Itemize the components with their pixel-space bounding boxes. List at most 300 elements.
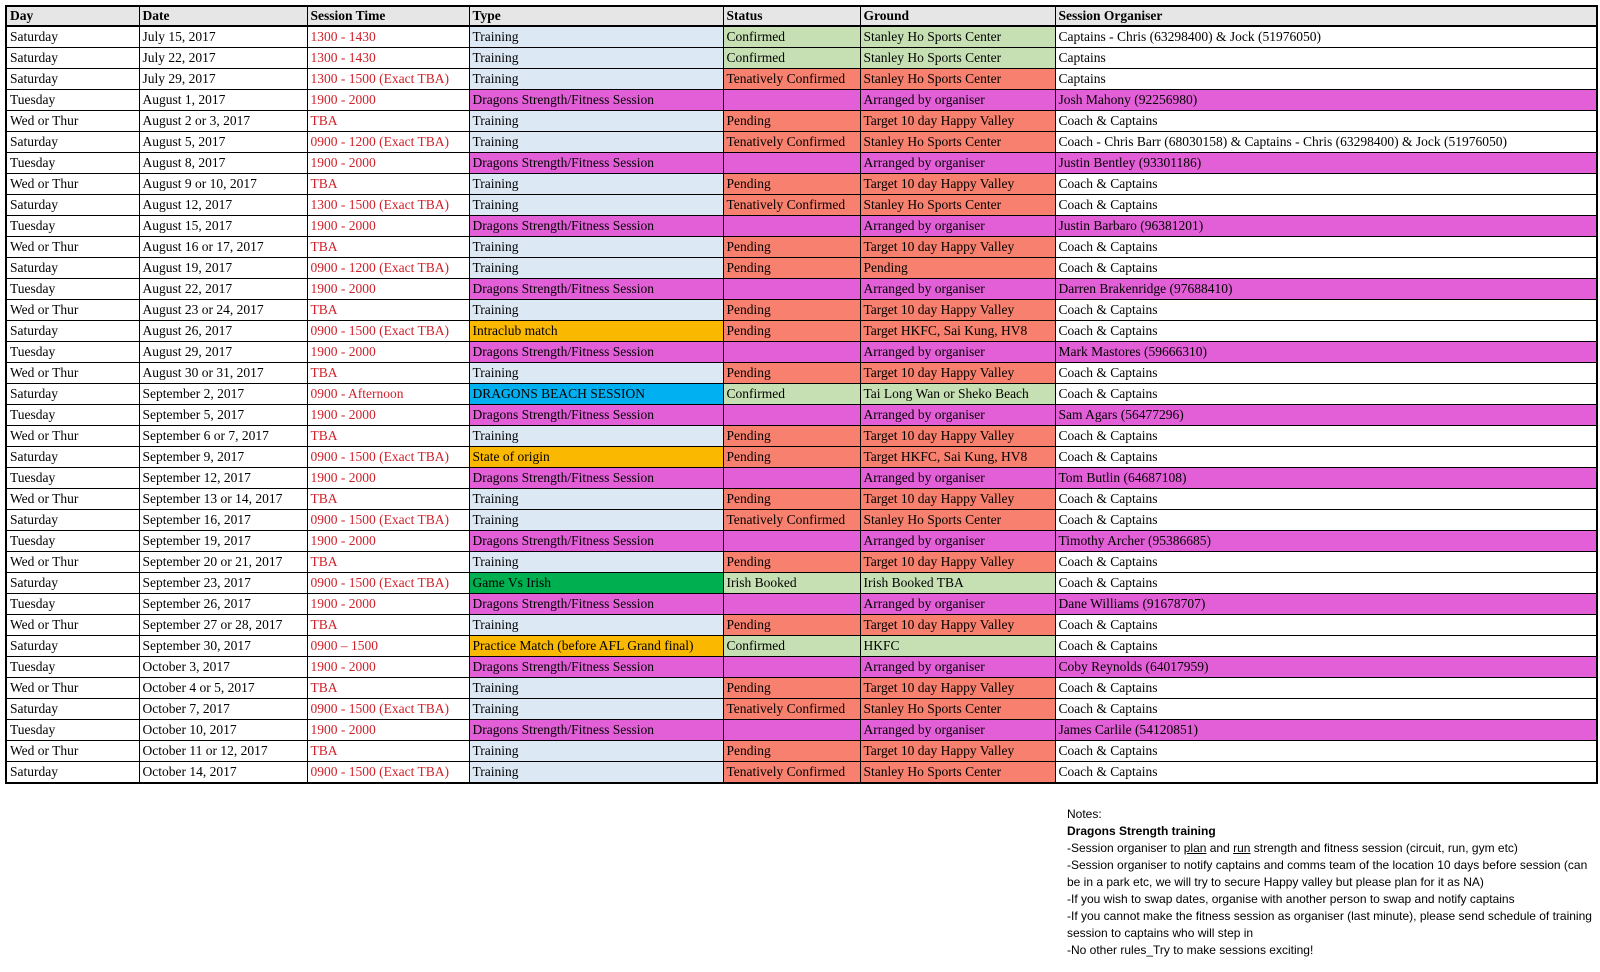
cell-date: August 29, 2017 [139, 342, 307, 363]
header-ground: Ground [860, 6, 1055, 26]
cell-type: Training [469, 132, 723, 153]
cell-day: Tuesday [6, 405, 139, 426]
cell-organiser: Coach & Captains [1055, 552, 1597, 573]
cell-date: August 12, 2017 [139, 195, 307, 216]
cell-session-time: TBA [307, 363, 469, 384]
cell-date: August 22, 2017 [139, 279, 307, 300]
cell-date: August 16 or 17, 2017 [139, 237, 307, 258]
cell-type: Game Vs Irish [469, 573, 723, 594]
cell-session-time: TBA [307, 174, 469, 195]
cell-session-time: TBA [307, 489, 469, 510]
cell-session-time: TBA [307, 552, 469, 573]
notes-line-2: -Session organiser to notify captains and comms team of the location 10 days before session (can be in a park etc, we will try to secure Happy valley but please plan for it as NA) [1067, 858, 1588, 889]
cell-session-time: TBA [307, 300, 469, 321]
table-row [6, 300, 1597, 321]
cell-ground: Stanley Ho Sports Center [860, 26, 1055, 48]
cell-status: Confirmed [723, 48, 860, 69]
cell-type: Training [469, 237, 723, 258]
header-day: Day [6, 6, 139, 26]
cell-status: Pending [723, 111, 860, 132]
cell-organiser: Coach & Captains [1055, 573, 1597, 594]
notes-line-1-and: and [1206, 841, 1234, 855]
cell-status: Tenatively Confirmed [723, 195, 860, 216]
cell-organiser: Coach & Captains [1055, 615, 1597, 636]
cell-status: Pending [723, 321, 860, 342]
cell-ground: Arranged by organiser [860, 405, 1055, 426]
cell-type: Training [469, 258, 723, 279]
table-row [6, 678, 1597, 699]
cell-organiser: Coach & Captains [1055, 762, 1597, 784]
cell-organiser: Tom Butlin (64687108) [1055, 468, 1597, 489]
cell-organiser: Captains [1055, 69, 1597, 90]
cell-type: Dragons Strength/Fitness Session [469, 342, 723, 363]
cell-day: Tuesday [6, 90, 139, 111]
cell-status [723, 405, 860, 426]
cell-type: Training [469, 26, 723, 48]
table-row [6, 111, 1597, 132]
cell-type: Dragons Strength/Fitness Session [469, 531, 723, 552]
cell-status [723, 531, 860, 552]
cell-day: Wed or Thur [6, 426, 139, 447]
cell-ground: Stanley Ho Sports Center [860, 699, 1055, 720]
cell-session-time: 1900 - 2000 [307, 279, 469, 300]
cell-organiser: Coach & Captains [1055, 489, 1597, 510]
cell-status: Tenatively Confirmed [723, 510, 860, 531]
cell-ground: Arranged by organiser [860, 657, 1055, 678]
cell-date: July 22, 2017 [139, 48, 307, 69]
cell-day: Saturday [6, 132, 139, 153]
cell-status: Pending [723, 741, 860, 762]
cell-status: Pending [723, 300, 860, 321]
cell-date: September 5, 2017 [139, 405, 307, 426]
cell-day: Wed or Thur [6, 552, 139, 573]
cell-session-time: TBA [307, 426, 469, 447]
cell-organiser: Coby Reynolds (64017959) [1055, 657, 1597, 678]
cell-session-time: 1900 - 2000 [307, 531, 469, 552]
table-row [6, 489, 1597, 510]
cell-type: Training [469, 111, 723, 132]
cell-status: Pending [723, 552, 860, 573]
cell-type: Training [469, 678, 723, 699]
cell-day: Wed or Thur [6, 237, 139, 258]
notes-line-1-pre: -Session organiser to [1067, 841, 1184, 855]
cell-ground: Arranged by organiser [860, 594, 1055, 615]
cell-type: Training [469, 615, 723, 636]
cell-session-time: TBA [307, 678, 469, 699]
cell-type: Dragons Strength/Fitness Session [469, 279, 723, 300]
cell-date: September 27 or 28, 2017 [139, 615, 307, 636]
cell-status [723, 90, 860, 111]
cell-ground: Stanley Ho Sports Center [860, 195, 1055, 216]
cell-organiser: Coach & Captains [1055, 237, 1597, 258]
cell-day: Saturday [6, 321, 139, 342]
table-row [6, 426, 1597, 447]
cell-date: October 3, 2017 [139, 657, 307, 678]
table-row [6, 657, 1597, 678]
cell-day: Saturday [6, 510, 139, 531]
notes-line-3: -If you wish to swap dates, organise with another person to swap and notify captains [1067, 892, 1515, 906]
cell-session-time: 0900 - 1500 (Exact TBA) [307, 573, 469, 594]
header-date: Date [139, 6, 307, 26]
cell-type: Dragons Strength/Fitness Session [469, 468, 723, 489]
cell-status: Tenatively Confirmed [723, 69, 860, 90]
table-row [6, 447, 1597, 468]
cell-organiser: Justin Bentley (93301186) [1055, 153, 1597, 174]
cell-date: August 19, 2017 [139, 258, 307, 279]
cell-day: Wed or Thur [6, 615, 139, 636]
cell-ground: Tai Long Wan or Sheko Beach [860, 384, 1055, 405]
cell-ground: Irish Booked TBA [860, 573, 1055, 594]
cell-day: Tuesday [6, 531, 139, 552]
cell-session-time: 1300 - 1430 [307, 26, 469, 48]
cell-ground: Pending [860, 258, 1055, 279]
cell-session-time: 1900 - 2000 [307, 468, 469, 489]
header-status: Status [723, 6, 860, 26]
cell-date: August 2 or 3, 2017 [139, 111, 307, 132]
cell-type: Training [469, 489, 723, 510]
table-row [6, 363, 1597, 384]
cell-type: Training [469, 69, 723, 90]
cell-date: August 5, 2017 [139, 132, 307, 153]
table-row [6, 258, 1597, 279]
notes-line-4: -If you cannot make the fitness session as organiser (last minute), please send schedule of training session to captains who will step in [1067, 909, 1592, 940]
cell-status [723, 342, 860, 363]
cell-date: September 12, 2017 [139, 468, 307, 489]
cell-date: September 30, 2017 [139, 636, 307, 657]
cell-organiser: Sam Agars (56477296) [1055, 405, 1597, 426]
cell-organiser: Coach & Captains [1055, 300, 1597, 321]
cell-type: Training [469, 510, 723, 531]
cell-session-time: TBA [307, 111, 469, 132]
cell-organiser: Captains [1055, 48, 1597, 69]
cell-organiser: Coach & Captains [1055, 384, 1597, 405]
notes-line-1 [1067, 840, 1597, 857]
cell-status [723, 468, 860, 489]
table-row [6, 48, 1597, 69]
notes-section [1067, 806, 1597, 959]
notes-heading: Notes: [1067, 807, 1102, 821]
table-row [6, 216, 1597, 237]
cell-ground: Target 10 day Happy Valley [860, 552, 1055, 573]
cell-organiser: James Carlile (54120851) [1055, 720, 1597, 741]
cell-organiser: Timothy Archer (95386685) [1055, 531, 1597, 552]
cell-session-time: 0900 - 1500 (Exact TBA) [307, 699, 469, 720]
table-row [6, 153, 1597, 174]
cell-status: Pending [723, 678, 860, 699]
cell-session-time: 1300 - 1430 [307, 48, 469, 69]
cell-type: State of origin [469, 447, 723, 468]
cell-session-time: 0900 - 1200 (Exact TBA) [307, 132, 469, 153]
cell-session-time: TBA [307, 237, 469, 258]
cell-organiser: Coach & Captains [1055, 510, 1597, 531]
cell-status: Confirmed [723, 384, 860, 405]
schedule-header [6, 6, 1597, 26]
cell-day: Wed or Thur [6, 741, 139, 762]
cell-type: Dragons Strength/Fitness Session [469, 90, 723, 111]
table-row [6, 174, 1597, 195]
cell-session-time: 1900 - 2000 [307, 342, 469, 363]
cell-day: Saturday [6, 195, 139, 216]
cell-ground: Arranged by organiser [860, 279, 1055, 300]
cell-type: Training [469, 300, 723, 321]
cell-organiser: Coach & Captains [1055, 699, 1597, 720]
cell-status: Confirmed [723, 636, 860, 657]
cell-day: Wed or Thur [6, 678, 139, 699]
cell-day: Tuesday [6, 216, 139, 237]
table-row [6, 531, 1597, 552]
cell-organiser: Darren Brakenridge (97688410) [1055, 279, 1597, 300]
cell-ground: Arranged by organiser [860, 90, 1055, 111]
cell-day: Wed or Thur [6, 363, 139, 384]
cell-ground: Arranged by organiser [860, 216, 1055, 237]
cell-organiser: Coach & Captains [1055, 321, 1597, 342]
cell-day: Tuesday [6, 657, 139, 678]
notes-line-1-plan: plan [1183, 841, 1207, 855]
cell-status: Pending [723, 489, 860, 510]
table-row [6, 762, 1597, 784]
cell-day: Saturday [6, 573, 139, 594]
notes-line-1-run: run [1233, 841, 1251, 855]
cell-session-time: 1900 - 2000 [307, 657, 469, 678]
cell-organiser: Justin Barbaro (96381201) [1055, 216, 1597, 237]
cell-organiser: Coach & Captains [1055, 741, 1597, 762]
cell-status [723, 153, 860, 174]
cell-date: July 15, 2017 [139, 26, 307, 48]
cell-day: Saturday [6, 762, 139, 784]
cell-date: August 30 or 31, 2017 [139, 363, 307, 384]
cell-date: August 26, 2017 [139, 321, 307, 342]
cell-day: Wed or Thur [6, 174, 139, 195]
cell-date: September 23, 2017 [139, 573, 307, 594]
cell-session-time: 1300 - 1500 (Exact TBA) [307, 69, 469, 90]
cell-date: August 1, 2017 [139, 90, 307, 111]
cell-organiser: Coach & Captains [1055, 111, 1597, 132]
cell-status: Tenatively Confirmed [723, 699, 860, 720]
cell-type: Training [469, 699, 723, 720]
cell-status [723, 657, 860, 678]
table-row [6, 552, 1597, 573]
cell-day: Saturday [6, 447, 139, 468]
cell-day: Saturday [6, 48, 139, 69]
cell-session-time: 0900 - Afternoon [307, 384, 469, 405]
cell-type: Training [469, 174, 723, 195]
cell-status: Pending [723, 258, 860, 279]
cell-status: Tenatively Confirmed [723, 132, 860, 153]
cell-organiser: Coach & Captains [1055, 636, 1597, 657]
cell-ground: Arranged by organiser [860, 720, 1055, 741]
cell-ground: Target 10 day Happy Valley [860, 678, 1055, 699]
cell-day: Wed or Thur [6, 111, 139, 132]
cell-session-time: 1900 - 2000 [307, 153, 469, 174]
cell-date: September 9, 2017 [139, 447, 307, 468]
cell-session-time: 1900 - 2000 [307, 720, 469, 741]
cell-type: Training [469, 762, 723, 784]
cell-date: September 16, 2017 [139, 510, 307, 531]
cell-organiser: Mark Mastores (59666310) [1055, 342, 1597, 363]
cell-session-time: 1900 - 2000 [307, 216, 469, 237]
cell-ground: Stanley Ho Sports Center [860, 69, 1055, 90]
cell-status: Pending [723, 447, 860, 468]
cell-day: Tuesday [6, 720, 139, 741]
schedule-body [6, 26, 1597, 783]
cell-ground: Target HKFC, Sai Kung, HV8 [860, 321, 1055, 342]
cell-ground: Stanley Ho Sports Center [860, 510, 1055, 531]
cell-day: Wed or Thur [6, 489, 139, 510]
cell-organiser: Coach & Captains [1055, 426, 1597, 447]
cell-day: Saturday [6, 699, 139, 720]
cell-type: Dragons Strength/Fitness Session [469, 216, 723, 237]
cell-session-time: 1900 - 2000 [307, 90, 469, 111]
cell-day: Tuesday [6, 594, 139, 615]
cell-type: Practice Match (before AFL Grand final) [469, 636, 723, 657]
cell-day: Saturday [6, 26, 139, 48]
cell-ground: Stanley Ho Sports Center [860, 132, 1055, 153]
cell-type: Dragons Strength/Fitness Session [469, 720, 723, 741]
cell-organiser: Coach & Captains [1055, 258, 1597, 279]
table-row [6, 720, 1597, 741]
cell-date: October 10, 2017 [139, 720, 307, 741]
cell-ground: Stanley Ho Sports Center [860, 48, 1055, 69]
cell-ground: Target 10 day Happy Valley [860, 615, 1055, 636]
cell-ground: Target 10 day Happy Valley [860, 174, 1055, 195]
header-type: Type [469, 6, 723, 26]
cell-ground: Arranged by organiser [860, 342, 1055, 363]
cell-day: Wed or Thur [6, 300, 139, 321]
cell-session-time: 0900 - 1500 (Exact TBA) [307, 510, 469, 531]
cell-date: September 19, 2017 [139, 531, 307, 552]
cell-date: August 23 or 24, 2017 [139, 300, 307, 321]
cell-date: August 8, 2017 [139, 153, 307, 174]
cell-organiser: Coach & Captains [1055, 447, 1597, 468]
cell-type: Training [469, 195, 723, 216]
cell-date: September 26, 2017 [139, 594, 307, 615]
table-row [6, 90, 1597, 111]
cell-status [723, 720, 860, 741]
cell-ground: Target 10 day Happy Valley [860, 426, 1055, 447]
cell-date: August 15, 2017 [139, 216, 307, 237]
cell-type: Dragons Strength/Fitness Session [469, 657, 723, 678]
cell-date: October 4 or 5, 2017 [139, 678, 307, 699]
cell-ground: Arranged by organiser [860, 531, 1055, 552]
cell-type: Training [469, 363, 723, 384]
cell-type: Intraclub match [469, 321, 723, 342]
cell-ground: Stanley Ho Sports Center [860, 762, 1055, 784]
table-row [6, 69, 1597, 90]
cell-ground: Target 10 day Happy Valley [860, 111, 1055, 132]
cell-status: Tenatively Confirmed [723, 762, 860, 784]
cell-organiser: Josh Mahony (92256980) [1055, 90, 1597, 111]
table-row [6, 195, 1597, 216]
cell-organiser: Coach & Captains [1055, 174, 1597, 195]
table-row [6, 237, 1597, 258]
notes-line-1-post: strength and fitness session (circuit, run, gym etc) [1250, 841, 1518, 855]
cell-session-time: 0900 – 1500 [307, 636, 469, 657]
table-row [6, 405, 1597, 426]
table-row [6, 132, 1597, 153]
cell-session-time: 1900 - 2000 [307, 594, 469, 615]
cell-type: Training [469, 426, 723, 447]
cell-session-time: 0900 - 1500 (Exact TBA) [307, 321, 469, 342]
cell-organiser: Coach & Captains [1055, 678, 1597, 699]
table-row [6, 384, 1597, 405]
table-row [6, 321, 1597, 342]
cell-session-time: 0900 - 1500 (Exact TBA) [307, 447, 469, 468]
cell-date: October 7, 2017 [139, 699, 307, 720]
cell-status: Pending [723, 174, 860, 195]
cell-ground: HKFC [860, 636, 1055, 657]
cell-ground: Arranged by organiser [860, 468, 1055, 489]
table-row [6, 741, 1597, 762]
cell-ground: Target 10 day Happy Valley [860, 741, 1055, 762]
cell-status: Pending [723, 237, 860, 258]
cell-date: September 2, 2017 [139, 384, 307, 405]
cell-day: Tuesday [6, 468, 139, 489]
cell-ground: Target 10 day Happy Valley [860, 300, 1055, 321]
cell-date: October 11 or 12, 2017 [139, 741, 307, 762]
cell-type: Dragons Strength/Fitness Session [469, 153, 723, 174]
cell-day: Saturday [6, 258, 139, 279]
cell-status: Irish Booked [723, 573, 860, 594]
cell-day: Tuesday [6, 279, 139, 300]
cell-status: Confirmed [723, 26, 860, 48]
cell-date: October 14, 2017 [139, 762, 307, 784]
cell-status [723, 216, 860, 237]
header-session-time: Session Time [307, 6, 469, 26]
cell-ground: Target 10 day Happy Valley [860, 237, 1055, 258]
header-row [6, 6, 1597, 26]
cell-date: September 20 or 21, 2017 [139, 552, 307, 573]
cell-status [723, 594, 860, 615]
cell-session-time: 0900 - 1200 (Exact TBA) [307, 258, 469, 279]
cell-type: Training [469, 48, 723, 69]
cell-session-time: 1300 - 1500 (Exact TBA) [307, 195, 469, 216]
header-session-organiser: Session Organiser [1055, 6, 1597, 26]
cell-status: Pending [723, 363, 860, 384]
cell-ground: Target HKFC, Sai Kung, HV8 [860, 447, 1055, 468]
cell-organiser: Captains - Chris (63298400) & Jock (51976050) [1055, 26, 1597, 48]
cell-date: July 29, 2017 [139, 69, 307, 90]
cell-organiser: Dane Williams (91678707) [1055, 594, 1597, 615]
cell-date: September 13 or 14, 2017 [139, 489, 307, 510]
cell-status [723, 279, 860, 300]
cell-type: Dragons Strength/Fitness Session [469, 594, 723, 615]
table-row [6, 510, 1597, 531]
cell-organiser: Coach & Captains [1055, 363, 1597, 384]
table-row [6, 279, 1597, 300]
cell-status: Pending [723, 426, 860, 447]
schedule-table [5, 5, 1598, 784]
table-row [6, 615, 1597, 636]
table-row [6, 573, 1597, 594]
cell-day: Saturday [6, 384, 139, 405]
cell-date: September 6 or 7, 2017 [139, 426, 307, 447]
cell-day: Tuesday [6, 342, 139, 363]
cell-session-time: 0900 - 1500 (Exact TBA) [307, 762, 469, 784]
table-row [6, 594, 1597, 615]
cell-day: Tuesday [6, 153, 139, 174]
table-row [6, 699, 1597, 720]
table-row [6, 26, 1597, 48]
notes-title: Dragons Strength training [1067, 824, 1216, 838]
cell-ground: Target 10 day Happy Valley [860, 489, 1055, 510]
cell-type: Training [469, 552, 723, 573]
cell-status: Pending [723, 615, 860, 636]
cell-type: DRAGONS BEACH SESSION [469, 384, 723, 405]
cell-session-time: TBA [307, 741, 469, 762]
table-row [6, 342, 1597, 363]
cell-day: Saturday [6, 69, 139, 90]
cell-ground: Arranged by organiser [860, 153, 1055, 174]
